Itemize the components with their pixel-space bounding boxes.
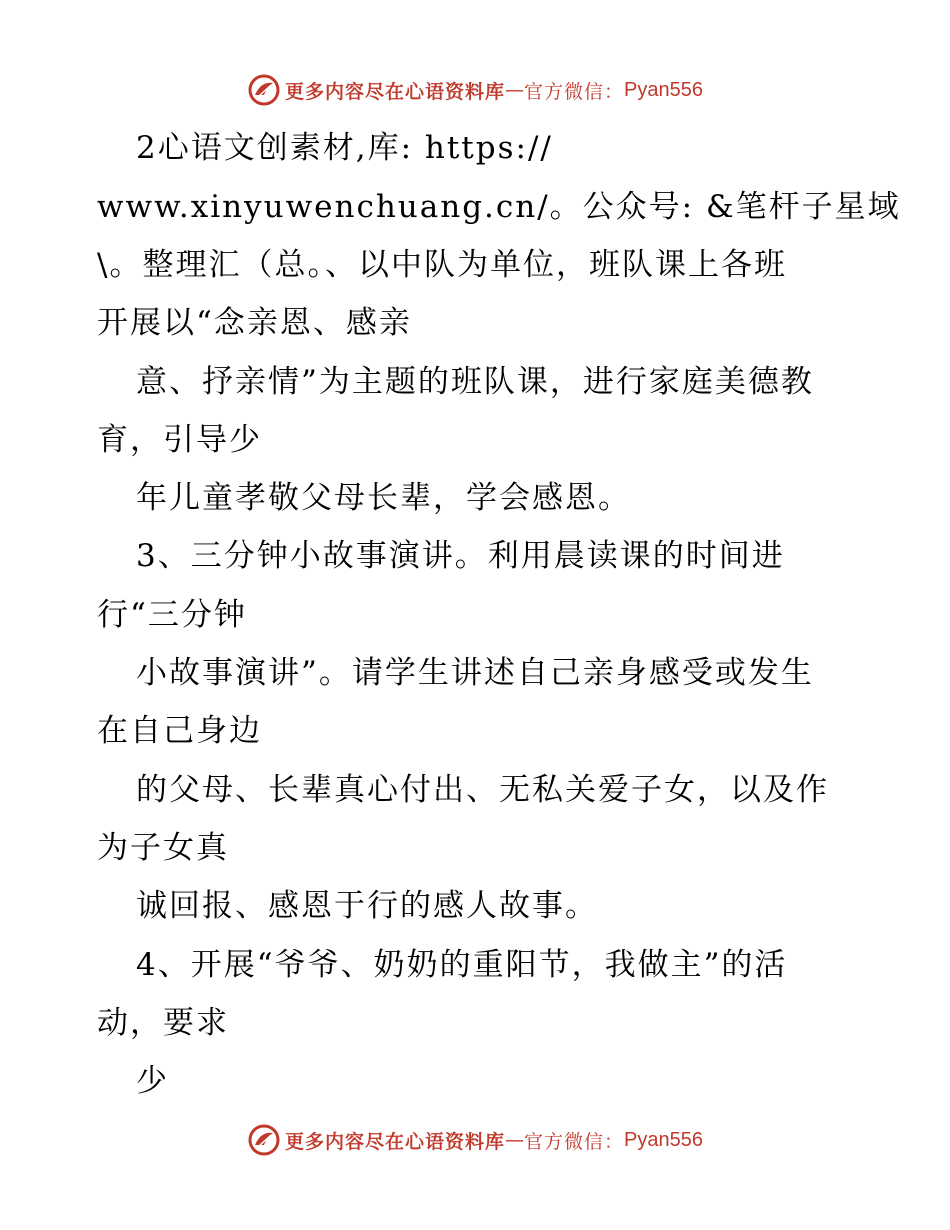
- text-line: \。整理汇（总。、以中队为单位，班队课上各班: [97, 247, 787, 283]
- text-line: www.xinyuwenchuang.cn/。公众号: &笔杆子星域: [97, 189, 901, 225]
- brand-logo-icon: [247, 1123, 281, 1157]
- footer-banner-separator: —: [505, 1129, 525, 1151]
- header-banner-wechat-id: Pyan556: [624, 78, 703, 101]
- text-line: 诚回报、感恩于行的感人故事。: [136, 888, 598, 924]
- text-line: 少: [136, 1063, 169, 1099]
- text-line: 4、开展“爷爷、奶奶的重阳节，我做主”的活: [136, 947, 788, 983]
- text-line: 育，引导少: [97, 422, 262, 458]
- text-line: 行“三分钟: [97, 597, 247, 633]
- text-line: 开展以“念亲恩、感亲: [97, 305, 412, 341]
- header-banner-wechat-label: 官方微信：: [524, 80, 625, 103]
- footer-banner: [0, 1120, 950, 1160]
- text-line: 小故事演讲”。请学生讲述自己亲身感受或发生: [136, 655, 814, 691]
- text-line: 的父母、长辈真心付出、无私关爱子女，以及作: [136, 772, 829, 808]
- text-line: 3、三分钟小故事演讲。利用晨读课的时间进: [136, 538, 785, 574]
- text-line: 为子女真: [97, 830, 229, 866]
- footer-banner-wechat-label: 官方微信：: [524, 1130, 625, 1153]
- text-line: 意、抒亲情”为主题的班队课，进行家庭美德教: [136, 364, 814, 400]
- header-banner-separator: —: [505, 79, 525, 101]
- text-line: 动，要求: [97, 1005, 229, 1041]
- footer-banner-wechat-id: Pyan556: [624, 1128, 703, 1151]
- header-banner-title: 更多内容尽在心语资料库: [285, 80, 506, 103]
- footer-banner-title: 更多内容尽在心语资料库: [285, 1130, 506, 1153]
- text-line: 2心语文创素材,库: https://: [136, 130, 553, 166]
- text-line: 年儿童孝敬父母长辈，学会感恩。: [136, 480, 631, 516]
- text-line: 在自己身边: [97, 713, 262, 749]
